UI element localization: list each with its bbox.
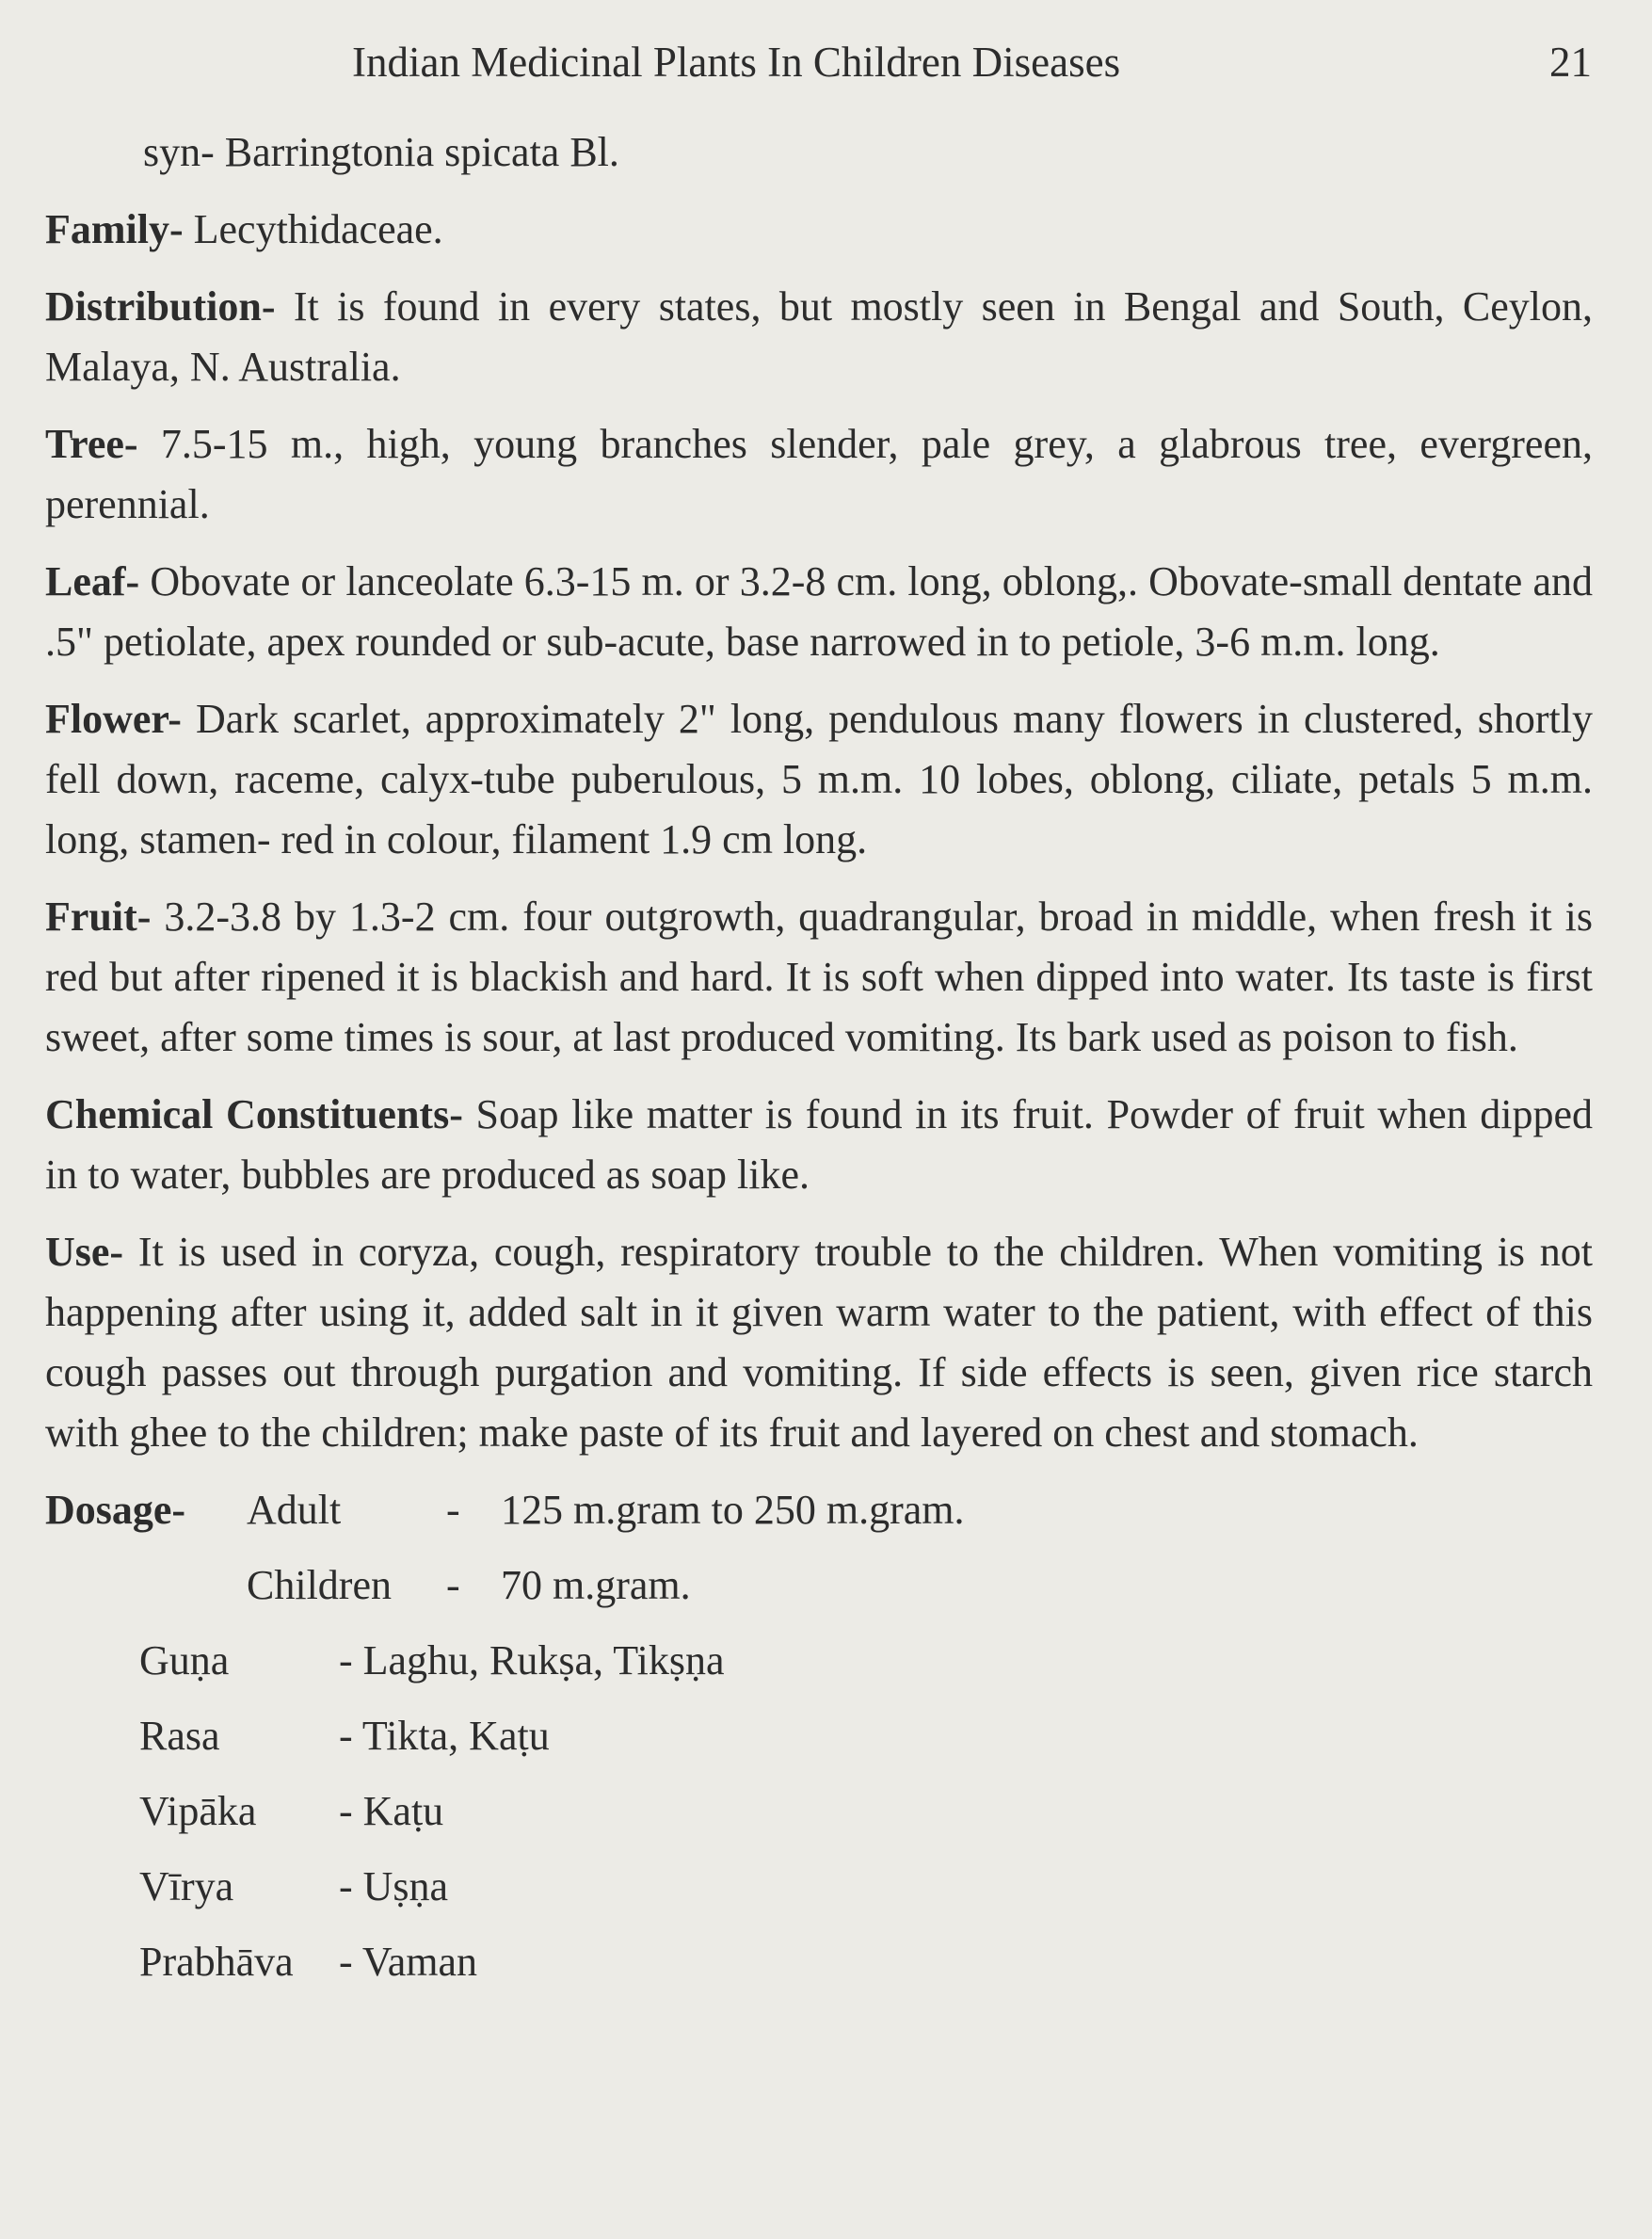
property-name: Prabhāva bbox=[139, 1939, 294, 1985]
property-value: - Kaṭu bbox=[339, 1788, 444, 1834]
section-text: Soap like matter is found in its fruit. Powder of fruit when dipped in to water, bubbles are produced as soap like. bbox=[45, 1091, 1594, 1198]
dosage-block bbox=[45, 1480, 1593, 1631]
section-label: Leaf- bbox=[45, 558, 140, 604]
section-label: Use- bbox=[45, 1229, 124, 1275]
property-name: Rasa bbox=[139, 1713, 220, 1759]
section-label: Flower- bbox=[45, 696, 182, 742]
dosage-who: Children bbox=[247, 1562, 392, 1608]
flower-paragraph bbox=[45, 689, 1593, 870]
section-label: Tree- bbox=[45, 421, 138, 467]
property-value: - Uṣṇa bbox=[339, 1863, 449, 1909]
section-label: Distribution- bbox=[45, 283, 276, 330]
property-row-prabhava bbox=[139, 1932, 1593, 2007]
dosage-dash: - bbox=[446, 1562, 460, 1608]
property-name: Vīrya bbox=[139, 1863, 234, 1909]
page-number: 21 bbox=[1549, 39, 1592, 86]
dosage-row-adult bbox=[45, 1480, 1593, 1555]
section-text: It is found in every states, but mostly seen in Bengal and South, Ceylon, Malaya, N. Australia. bbox=[45, 283, 1594, 390]
property-row-virya bbox=[139, 1857, 1593, 1932]
fruit-paragraph bbox=[45, 887, 1593, 1068]
property-value: - Vaman bbox=[339, 1939, 478, 1985]
property-value: - Tikta, Kaṭu bbox=[339, 1713, 550, 1759]
dosage-amount: 70 m.gram. bbox=[501, 1562, 691, 1608]
dosage-label: Dosage- bbox=[45, 1487, 186, 1533]
property-value: - Laghu, Rukṣa, Tikṣṇa bbox=[339, 1637, 725, 1683]
section-text: 7.5-15 m., high, young branches slender, pale grey, a glabrous tree, evergreen, perennial. bbox=[45, 421, 1593, 527]
leaf-paragraph bbox=[45, 552, 1593, 672]
synonym-line: syn- Barringtonia spicata Bl. bbox=[143, 129, 619, 175]
tree-paragraph bbox=[45, 414, 1593, 535]
section-text: Lecythidaceae. bbox=[193, 206, 443, 252]
ayurvedic-properties bbox=[139, 1631, 1593, 2007]
property-row-guna bbox=[139, 1631, 1593, 1706]
property-name: Guṇa bbox=[139, 1637, 230, 1683]
section-text: Obovate or lanceolate 6.3-15 m. or 3.2-8 cm. long, oblong,. Obovate-small dentate and .5" petiolate, apex rounded or sub-acute, base narrowed in to petiole, 3-6 m.m. long. bbox=[45, 558, 1593, 665]
dosage-row-children bbox=[45, 1555, 1593, 1631]
section-label: Family- bbox=[45, 206, 184, 252]
chemical-constituents-paragraph bbox=[45, 1085, 1593, 1205]
property-row-vipaka bbox=[139, 1781, 1593, 1857]
page-body bbox=[45, 122, 1593, 2007]
section-label: Chemical Constituents- bbox=[45, 1091, 463, 1137]
use-paragraph bbox=[45, 1222, 1593, 1463]
family-paragraph bbox=[45, 200, 1593, 260]
property-name: Vipāka bbox=[139, 1788, 257, 1834]
section-text: Dark scarlet, approximately 2" long, pendulous many flowers in clustered, shortly fell down, raceme, calyx-tube puberulous, 5 m.m. 10 lobes, oblong, ciliate, petals 5 m.m. long, stamen- red in colour, filament 1.9 cm long. bbox=[45, 696, 1593, 862]
distribution-paragraph bbox=[45, 277, 1593, 397]
header-title: Indian Medicinal Plants In Children Diseases bbox=[352, 39, 1121, 86]
section-text: It is used in coryza, cough, respiratory trouble to the children. When vomiting is not happening after using it, added salt in it given warm water to the patient, with effect of this cough passes out through purgation and vomiting. If side effects is seen, given rice starch with ghee to the children; make paste of its fruit and layered on chest and stomach. bbox=[45, 1229, 1593, 1456]
section-label: Fruit- bbox=[45, 894, 152, 940]
dosage-who: Adult bbox=[247, 1487, 342, 1533]
section-text: 3.2-3.8 by 1.3-2 cm. four outgrowth, quadrangular, broad in middle, when fresh it is red but after ripened it is blackish and hard. It is soft when dipped into water. Its taste is first sweet, after some times is sour, at last produced vomiting. Its bark used as poison to fish. bbox=[45, 894, 1593, 1060]
property-row-rasa bbox=[139, 1706, 1593, 1781]
dosage-dash: - bbox=[446, 1487, 460, 1533]
dosage-amount: 125 m.gram to 250 m.gram. bbox=[501, 1487, 965, 1533]
